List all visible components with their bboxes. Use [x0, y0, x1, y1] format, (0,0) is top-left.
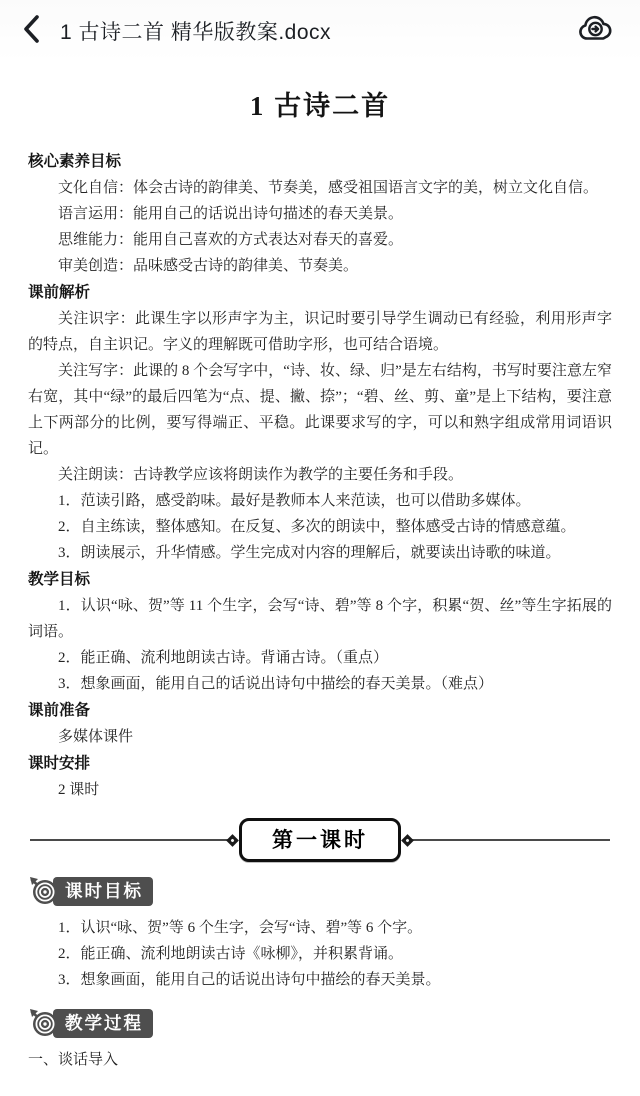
process-first-item: 一、谈话导入 — [28, 1052, 119, 1068]
pre-analysis-paragraph: 3．朗读展示，升华情感。学生完成对内容的理解后，就要读出诗歌的味道。 — [58, 545, 561, 561]
pre-analysis-paragraph: 关注朗读：古诗教学应该将朗读作为教学的主要任务和手段。 — [58, 467, 464, 483]
heading-preparation: 课前准备 — [28, 702, 91, 719]
teaching-goal-item: 2．能正确、流利地朗读古诗。背诵古诗。（重点） — [58, 650, 389, 666]
process-badge: 教学过程 — [53, 1009, 153, 1038]
core-goal-item: 审美创造：品味感受古诗的韵律美、节奏美。 — [58, 258, 359, 274]
preparation-body: 多媒体课件 — [58, 729, 134, 745]
pre-analysis-paragraph: 1．范读引路，感受韵味。最好是教师本人来范读，也可以借助多媒体。 — [58, 493, 531, 509]
app-top-bar — [0, 0, 640, 62]
document-page — [0, 62, 640, 1073]
heading-pre-analysis: 课前解析 — [28, 284, 91, 301]
schedule-body: 2 课时 — [58, 782, 100, 798]
lesson-goal-item: 1．认识“咏、贺”等 6 个生字，会写“诗、碧”等 6 个字。 — [58, 920, 423, 936]
teaching-goal-item: 3．想象画面，能用自己的话说出诗句中描绘的春天美景。（难点） — [58, 676, 494, 692]
doc-title: 1 古诗二首 — [249, 91, 391, 121]
lesson-goal-item: 2．能正确、流利地朗读古诗《咏柳》，并积累背诵。 — [58, 946, 404, 962]
banner-line-left — [30, 839, 228, 841]
lesson-goal-item: 3．想象画面，能用自己的话说出诗句中描绘的春天美景。 — [58, 972, 441, 988]
lesson-banner — [30, 819, 610, 861]
pre-analysis-paragraph: 关注识字：此课生字以形声字为主，识记时要引导学生调动已有经验，利用形声字的特点，自主识记。字义的理解既可借助字形，也可结合语境。 — [28, 311, 612, 353]
pre-analysis-paragraph: 2．自主练读，整体感知。在反复、多次的朗读中，整体感受古诗的情感意蕴。 — [58, 519, 576, 535]
banner-line-right — [412, 839, 610, 841]
cloud-send-button[interactable] — [574, 9, 618, 53]
banner-diamond-right-icon — [401, 834, 414, 847]
process-badge-row — [28, 1007, 612, 1039]
lesson-banner-label: 第一课时 — [239, 818, 401, 862]
heading-schedule: 课时安排 — [28, 755, 91, 772]
file-title: 1 古诗二首 精华版教案.docx — [60, 21, 332, 44]
pre-analysis-paragraph: 关注写字：此课的 8 个会写字中，“诗、妆、绿、归”是左右结构，书写时要注意左窄右宽，其中“绿”的最后四笔为“点、提、撇、捺”；“碧、丝、剪、童”是上下结构，要注意上下两部分的比例，要写得端正、平稳。此课要求写的字，可以和熟字组成常用词语识记。 — [28, 363, 612, 457]
cloud-send-icon — [576, 12, 616, 51]
banner-diamond-left-icon — [226, 834, 239, 847]
heading-teaching-goals: 教学目标 — [28, 571, 91, 588]
core-goal-item: 文化自信：体会古诗的韵律美、节奏美，感受祖国语言文字的美，树立文化自信。 — [58, 180, 599, 196]
heading-core-goals: 核心素养目标 — [28, 153, 122, 170]
lesson-goals-badge-row — [28, 875, 612, 907]
target-icon — [28, 1007, 60, 1039]
teaching-goal-item: 1．认识“咏、贺”等 11 个生字，会写“诗、碧”等 8 个字，积累“贺、丝”等生字拓展的词语。 — [28, 598, 612, 640]
target-icon — [28, 875, 60, 907]
chevron-left-icon — [20, 13, 42, 50]
core-goal-item: 思维能力：能用自己喜欢的方式表达对春天的喜爱。 — [58, 232, 404, 248]
back-button[interactable] — [20, 11, 54, 51]
core-goal-item: 语言运用：能用自己的话说出诗句描述的春天美景。 — [58, 206, 404, 222]
lesson-goals-badge: 课时目标 — [53, 877, 153, 906]
